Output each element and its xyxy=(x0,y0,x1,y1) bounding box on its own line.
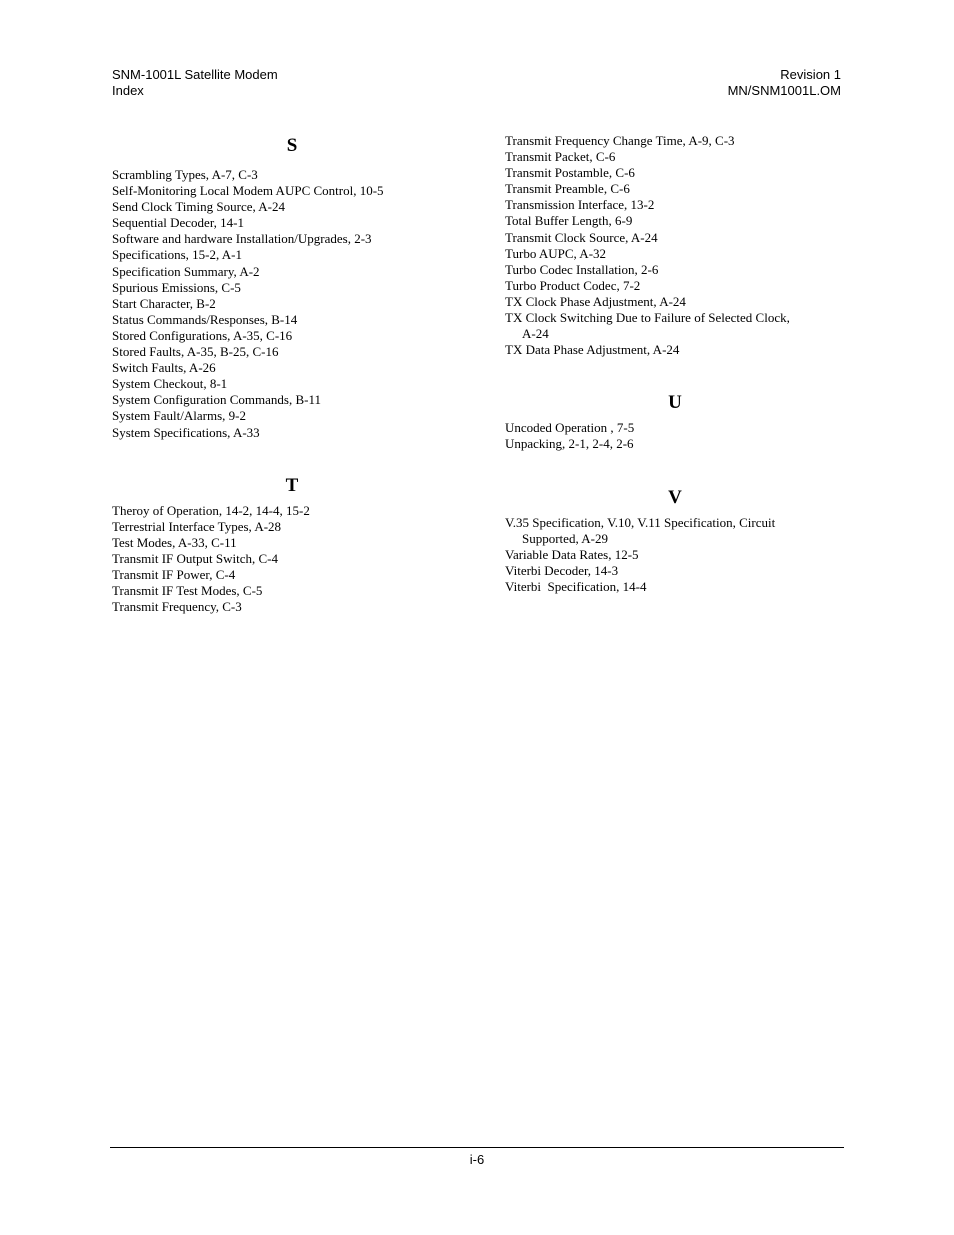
index-section-v xyxy=(505,515,845,595)
index-entry: Total Buffer Length, 6-9 xyxy=(505,213,633,229)
index-entry: Test Modes, A-33, C-11 xyxy=(112,534,237,550)
index-entry: V.35 Specification, V.10, V.11 Specification, Circuit Supported, A-29 xyxy=(505,514,776,546)
index-entry: Turbo AUPC, A-32 xyxy=(505,245,607,261)
index-letter-heading-u: U xyxy=(668,392,682,414)
index-entry: Stored Faults, A-35, B-25, C-16 xyxy=(112,344,279,360)
index-entry: Transmit Frequency Change Time, A-9, C-3 xyxy=(505,133,735,148)
index-entry: System Specifications, A-33 xyxy=(112,424,260,440)
index-section-t xyxy=(112,503,472,616)
index-entry: Transmit IF Test Modes, C-5 xyxy=(112,583,263,599)
index-entry: Start Character, B-2 xyxy=(112,295,216,311)
revision-label: Revision 1 xyxy=(780,67,841,82)
index-letter-heading-t: T xyxy=(285,474,299,496)
index-entry: Uncoded Operation , 7-5 xyxy=(505,420,635,436)
index-entry: Unpacking, 2-1, 2-4, 2-6 xyxy=(505,436,634,452)
index-entry: Transmit Frequency, C-3 xyxy=(112,599,242,615)
index-entry: Transmit Clock Source, A-24 xyxy=(505,229,658,245)
index-letter-heading-v: V xyxy=(668,486,682,508)
index-section-t-continued xyxy=(505,133,845,358)
index-entry: Sequential Decoder, 14-1 xyxy=(112,215,244,231)
index-entry: TX Clock Phase Adjustment, A-24 xyxy=(505,293,686,309)
index-entry: Transmission Interface, 13-2 xyxy=(505,197,655,213)
index-entry: Viterbi Specification, 14-4 xyxy=(505,578,647,594)
footer-divider xyxy=(110,1147,844,1148)
index-entry: Transmit IF Power, C-4 xyxy=(112,566,236,582)
index-entry: Terrestrial Interface Types, A-28 xyxy=(112,518,282,534)
index-entry: Transmit Preamble, C-6 xyxy=(505,181,630,197)
index-entry: Switch Faults, A-26 xyxy=(112,360,216,376)
index-section-u xyxy=(505,420,845,452)
index-section-s xyxy=(112,167,472,441)
index-entry: Spurious Emissions, C-5 xyxy=(112,279,241,295)
index-column-left xyxy=(112,133,472,615)
index-entry: Specifications, 15-2, A-1 xyxy=(112,247,242,263)
index-entry: System Fault/Alarms, 9-2 xyxy=(112,408,246,424)
index-entry: Stored Configurations, A-35, C-16 xyxy=(112,327,293,343)
page-header-right xyxy=(728,67,841,99)
index-entry: Transmit Postamble, C-6 xyxy=(505,165,635,181)
index-entry: Turbo Product Codec, 7-2 xyxy=(505,277,641,293)
document-number: MN/SNM1001L.OM xyxy=(727,83,841,98)
index-entry: System Checkout, 8-1 xyxy=(112,376,228,392)
index-entry: Specification Summary, A-2 xyxy=(112,263,260,279)
index-column-right xyxy=(505,133,845,595)
index-entry: System Configuration Commands, B-11 xyxy=(112,392,321,408)
index-entry: Scrambling Types, A-7, C-3 xyxy=(112,167,258,182)
section-name: Index xyxy=(112,83,144,98)
index-entry: Transmit IF Output Switch, C-4 xyxy=(112,550,279,566)
index-entry: TX Data Phase Adjustment, A-24 xyxy=(505,342,680,358)
index-entry: Transmit Packet, C-6 xyxy=(505,149,616,165)
index-entry: Variable Data Rates, 12-5 xyxy=(505,546,639,562)
index-entry: TX Clock Switching Due to Failure of Selected Clock, A-24 xyxy=(505,310,790,342)
index-entry: Theroy of Operation, 14-2, 14-4, 15-2 xyxy=(112,502,310,518)
index-entry: Status Commands/Responses, B-14 xyxy=(112,311,298,327)
index-letter-heading-s: S xyxy=(286,135,298,156)
page-number: i-6 xyxy=(469,1152,485,1167)
document-title: SNM-1001L Satellite Modem xyxy=(112,67,278,82)
index-entry: Self-Monitoring Local Modem AUPC Control, 10-5 xyxy=(112,183,384,199)
index-entry: Viterbi Decoder, 14-3 xyxy=(505,562,619,578)
index-entry: Software and hardware Installation/Upgrades, 2-3 xyxy=(112,231,372,247)
index-entry: Send Clock Timing Source, A-24 xyxy=(112,199,285,215)
page-header-left xyxy=(112,67,278,99)
index-entry: Turbo Codec Installation, 2-6 xyxy=(505,261,659,277)
